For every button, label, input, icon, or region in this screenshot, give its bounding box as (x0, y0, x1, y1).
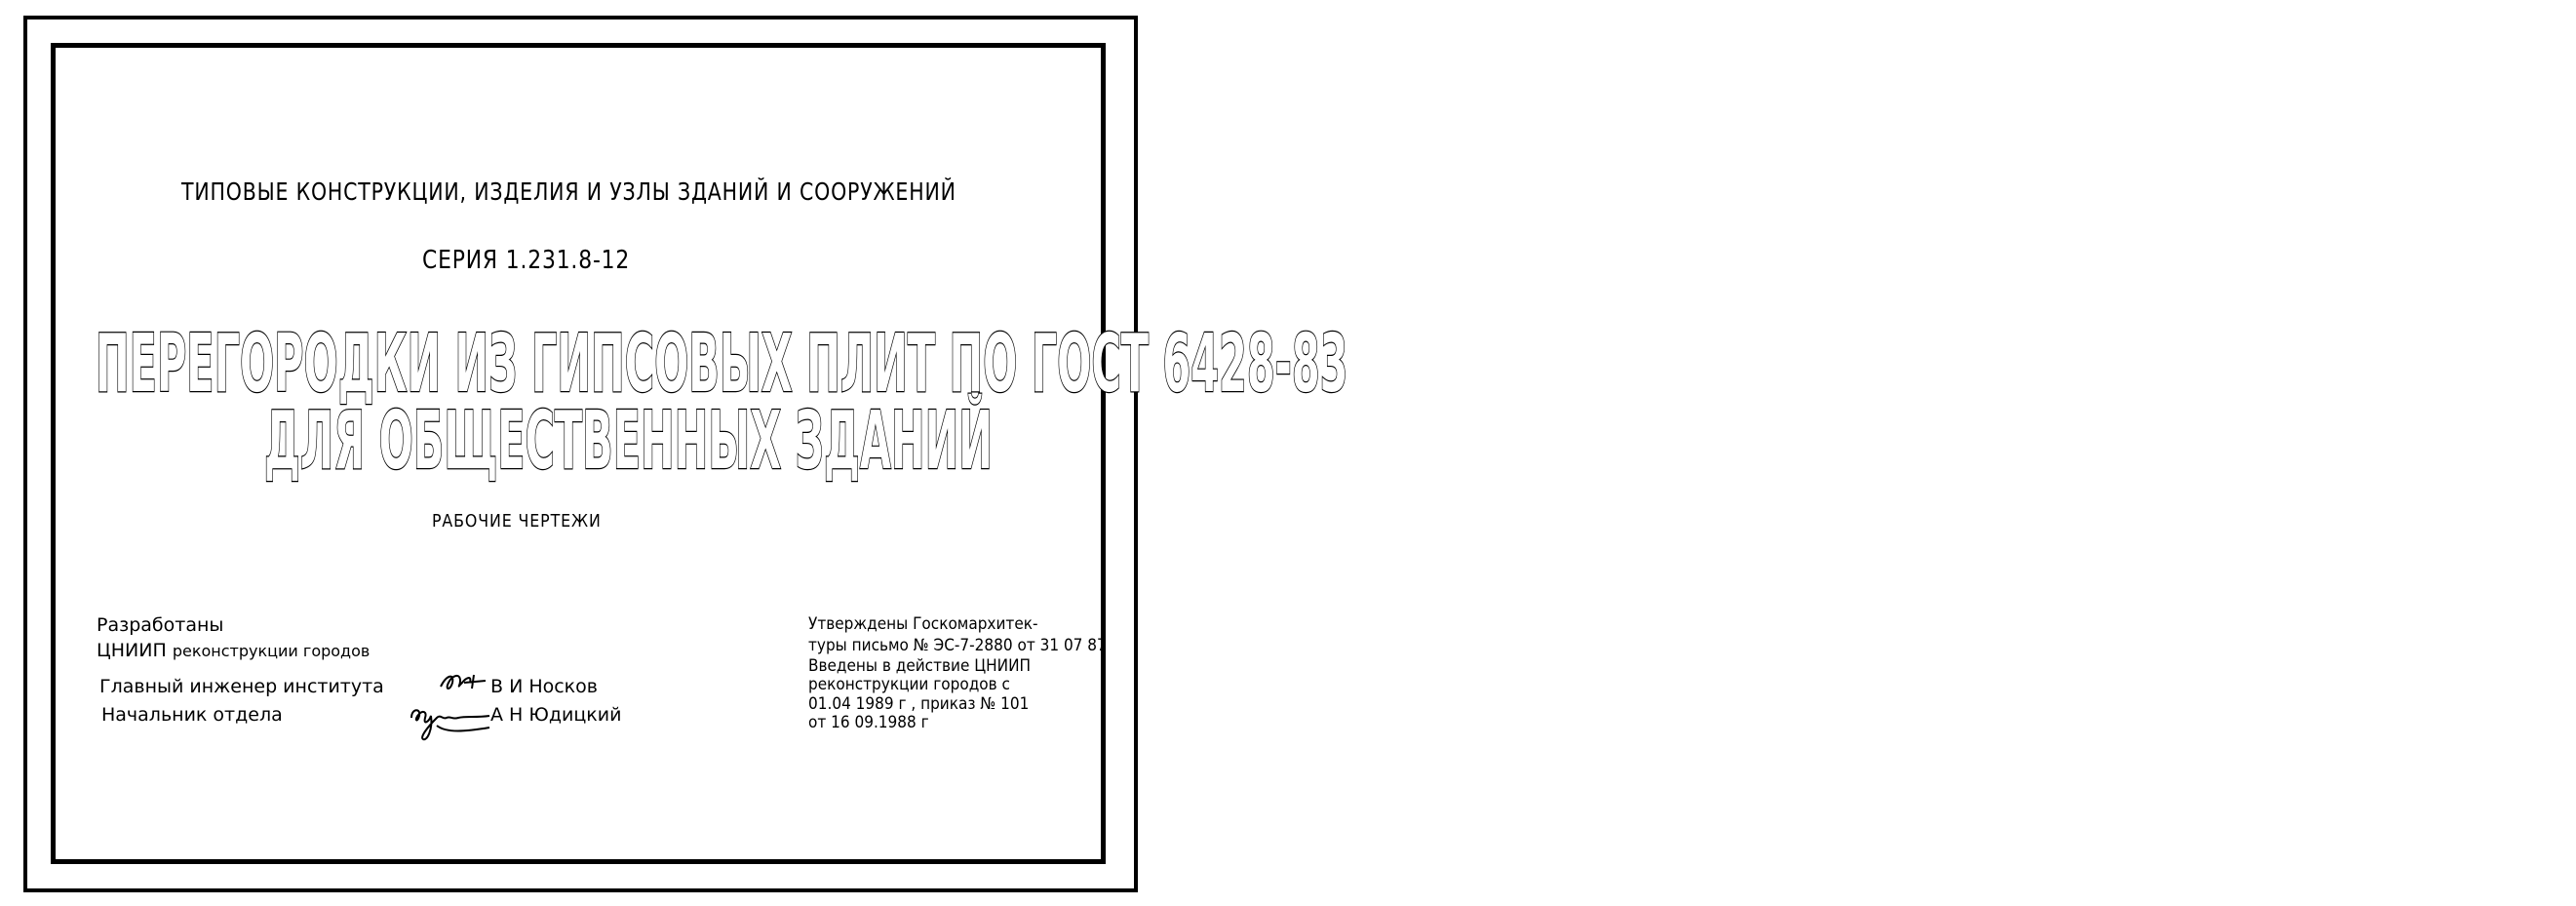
org-rest: реконструкции городов (172, 642, 371, 660)
org-abbreviation: ЦНИИП (97, 640, 167, 661)
department-head-name: А Н Юдицкий (490, 704, 622, 726)
approval-line1: Утверждены Госкомархитек- (808, 614, 1038, 634)
main-title-line1: ПЕРЕГОРОДКИ ИЗ ГИПСОВЫХ ПЛИТ ПО ГОСТ 6428-83 (96, 318, 1348, 411)
chief-engineer-name: В И Носков (490, 676, 598, 697)
approval-line4: реконструкции городов с (808, 675, 1010, 694)
developers-label: Разработаны (97, 614, 224, 636)
approval-line3: Введены в действие ЦНИИП (808, 656, 1032, 676)
header-title: ТИПОВЫЕ КОНСТРУКЦИИ, ИЗДЕЛИЯ И УЗЛЫ ЗДАНИЙ И СООРУЖЕНИЙ (181, 177, 956, 206)
developer-organization (97, 640, 370, 661)
chief-engineer-role: Главный инженер института (99, 676, 384, 697)
signature-noskov (437, 669, 490, 696)
approval-line6: от 16 09.1988 г (808, 713, 929, 732)
approval-line5: 01.04 1989 г , приказ № 101 (808, 694, 1030, 714)
subtitle: РАБОЧИЕ ЧЕРТЕЖИ (432, 511, 602, 532)
signature-yuditsky (408, 700, 495, 747)
main-title-line2: ДЛЯ ОБЩЕСТВЕННЫХ ЗДАНИЙ (264, 395, 993, 488)
department-head-role: Начальник отдела (101, 704, 283, 726)
approval-line2: туры письмо № ЭС-7-2880 от 31 07 87 (808, 636, 1107, 655)
series-number: СЕРИЯ 1.231.8-12 (422, 246, 631, 275)
